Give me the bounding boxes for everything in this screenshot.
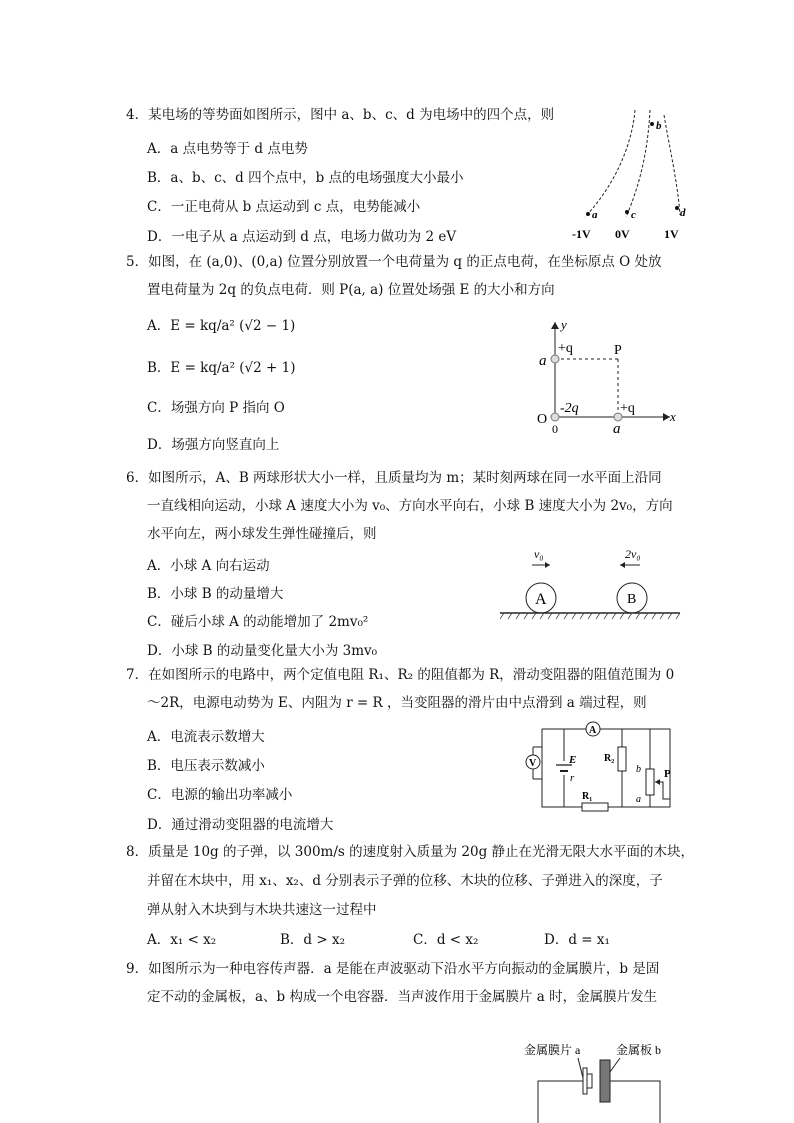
q7-stem-line2: ～2R，电源电动势为 E、内阻为 r = R ，当变阻器的滑片由中点滑到 a 端过程，则 (147, 695, 647, 711)
q9-microphone-figure (520, 1038, 690, 1123)
q4-option-c: C．一正电荷从 b 点运动到 c 点，电势能减小 (147, 199, 421, 215)
potential-label-0: 0V (615, 227, 630, 241)
ammeter-label: A (589, 725, 597, 736)
q6-option-b: B．小球 B 的动量增大 (147, 586, 284, 602)
q8-option-b: B．d > x₂ (280, 932, 345, 948)
potential-label-1: 1V (664, 227, 679, 241)
q6-option-c: C．碰后小球 A 的动能增加了 2mv₀² (147, 614, 369, 630)
x-axis-label: x (670, 409, 676, 424)
velocity-a-label: v₀ (534, 547, 544, 561)
internal-r-label: r (570, 772, 575, 784)
r1-label: R₁ (582, 791, 593, 802)
plate-b (600, 1060, 610, 1102)
q4-option-b: B．a、b、c、d 四个点中，b 点的电场强度大小最小 (147, 170, 464, 186)
q7-option-d: D．通过滑动变阻器的电流增大 (147, 817, 334, 833)
q5-stem-line1: 5．如图，在 (a,0)、(0,a) 位置分别放置一个电荷量为 q 的正点电荷，在坐标原点 O 处放 (126, 254, 662, 270)
q5-coordinate-figure (530, 312, 690, 437)
slider-p-label: P (664, 768, 671, 780)
rheostat-end-a: a (636, 794, 641, 805)
q5-stem-line2: 置电荷量为 2q 的负点电荷．则 P(a, a) 位置处场强 E 的大小和方向 (147, 282, 555, 298)
q4-option-a: A．a 点电势等于 d 点电势 (147, 141, 308, 157)
ball-b-label: B (627, 592, 637, 607)
q6-collision-figure (500, 545, 685, 625)
y-axis-label: y (561, 317, 567, 332)
voltmeter-label: V (529, 758, 537, 769)
point-b-label: b (656, 120, 662, 132)
q4-option-d: D．一电子从 a 点运动到 d 点，电场力做功为 2 eV (147, 229, 457, 245)
q6-stem-line3: 水平向左，两小球发生弹性碰撞后，则 (147, 526, 377, 542)
q8-stem-line3: 弹从射入木块到与木块共速这一过程中 (147, 902, 377, 918)
q9-stem-line2: 定不动的金属板，a、b 构成一个电容器．当声波作用于金属膜片 a 时，金属膜片发生 (147, 989, 658, 1005)
q5-option-c: C．场强方向 P 指向 O (147, 400, 285, 416)
plus-q-top-label: +q (558, 341, 573, 356)
q6-stem-line1: 6．如图所示，A、B 两球形状大小一样，且质量均为 m；某时刻两球在同一水平面上沿同 (126, 470, 662, 486)
emf-label: E (569, 754, 577, 766)
point-a-label: a (592, 209, 598, 221)
plus-q-right-label: +q (620, 401, 635, 416)
rheostat (646, 769, 654, 795)
q7-circuit-figure (520, 717, 700, 822)
a-left-label: a (539, 353, 547, 369)
zero-label: 0 (552, 422, 558, 436)
origin-o-label: O (537, 412, 548, 427)
q4-stem: 4．某电场的等势面如图所示，图中 a、b、c、d 为电场中的四个点，则 (126, 107, 555, 123)
q8-option-c: C．d < x₂ (413, 932, 479, 948)
equipotential-line-1 (664, 115, 680, 215)
point-d-label: d (680, 207, 686, 219)
resistor-r1 (582, 803, 608, 811)
rheostat-end-b: b (636, 764, 641, 775)
plate-b-label: 金属板 b (616, 1043, 662, 1057)
q8-option-d: D．d = x₁ (544, 932, 610, 948)
point-p-label: P (614, 343, 622, 358)
q5-option-b: B．E = kq/a² (√2 + 1) (147, 360, 296, 376)
ball-a-label: A (535, 591, 547, 608)
q8-option-a: A．x₁ < x₂ (147, 932, 217, 948)
q7-stem-line1: 7．在如图所示的电路中，两个定值电阻 R₁、R₂ 的阻值都为 R，滑动变阻器的阻值范围为 0 (126, 667, 675, 683)
q8-stem-line1: 8．质量是 10g 的子弹，以 300m/s 的速度射入质量为 20g 静止在光滑无限大水平面的木块， (126, 844, 695, 860)
membrane-a (583, 1068, 587, 1094)
q6-stem-line2: 一直线相向运动，小球 A 速度大小为 v₀、方向水平向右，小球 B 速度大小为 2v₀，方向 (147, 498, 673, 514)
point-c-label: c (631, 209, 636, 221)
equipotential-line-minus1 (585, 110, 635, 217)
resistor-r2 (618, 747, 626, 771)
q4-equipotential-figure (560, 105, 700, 245)
equipotential-line-0 (626, 110, 650, 217)
minus-2q-label: -2q (560, 401, 579, 416)
potential-label-minus1: -1V (572, 227, 591, 241)
q9-stem-line1: 9．如图所示为一种电容传声器．a 是能在声波驱动下沿水平方向振动的金属膜片，b 是固 (126, 961, 660, 977)
a-bottom-label: a (613, 421, 621, 437)
q6-option-a: A．小球 A 向右运动 (147, 558, 270, 574)
velocity-b-label: 2v₀ (625, 547, 641, 561)
q8-stem-line2: 并留在木块中，用 x₁、x₂、d 分别表示子弹的位移、木块的位移、子弹进入的深度，子 (147, 873, 663, 889)
q5-option-d: D．场强方向竖直向上 (147, 437, 280, 453)
r2-label: R₂ (604, 753, 615, 764)
q5-option-a: A．E = kq/a² (√2 − 1) (147, 318, 296, 334)
membrane-a-label: 金属膜片 a (524, 1043, 581, 1057)
q7-option-a: A．电流表示数增大 (147, 729, 265, 745)
q6-option-d: D．小球 B 的动量变化量大小为 3mv₀ (147, 643, 378, 659)
q7-option-b: B．电压表示数减小 (147, 758, 265, 774)
q7-option-c: C．电源的输出功率减小 (147, 787, 293, 803)
